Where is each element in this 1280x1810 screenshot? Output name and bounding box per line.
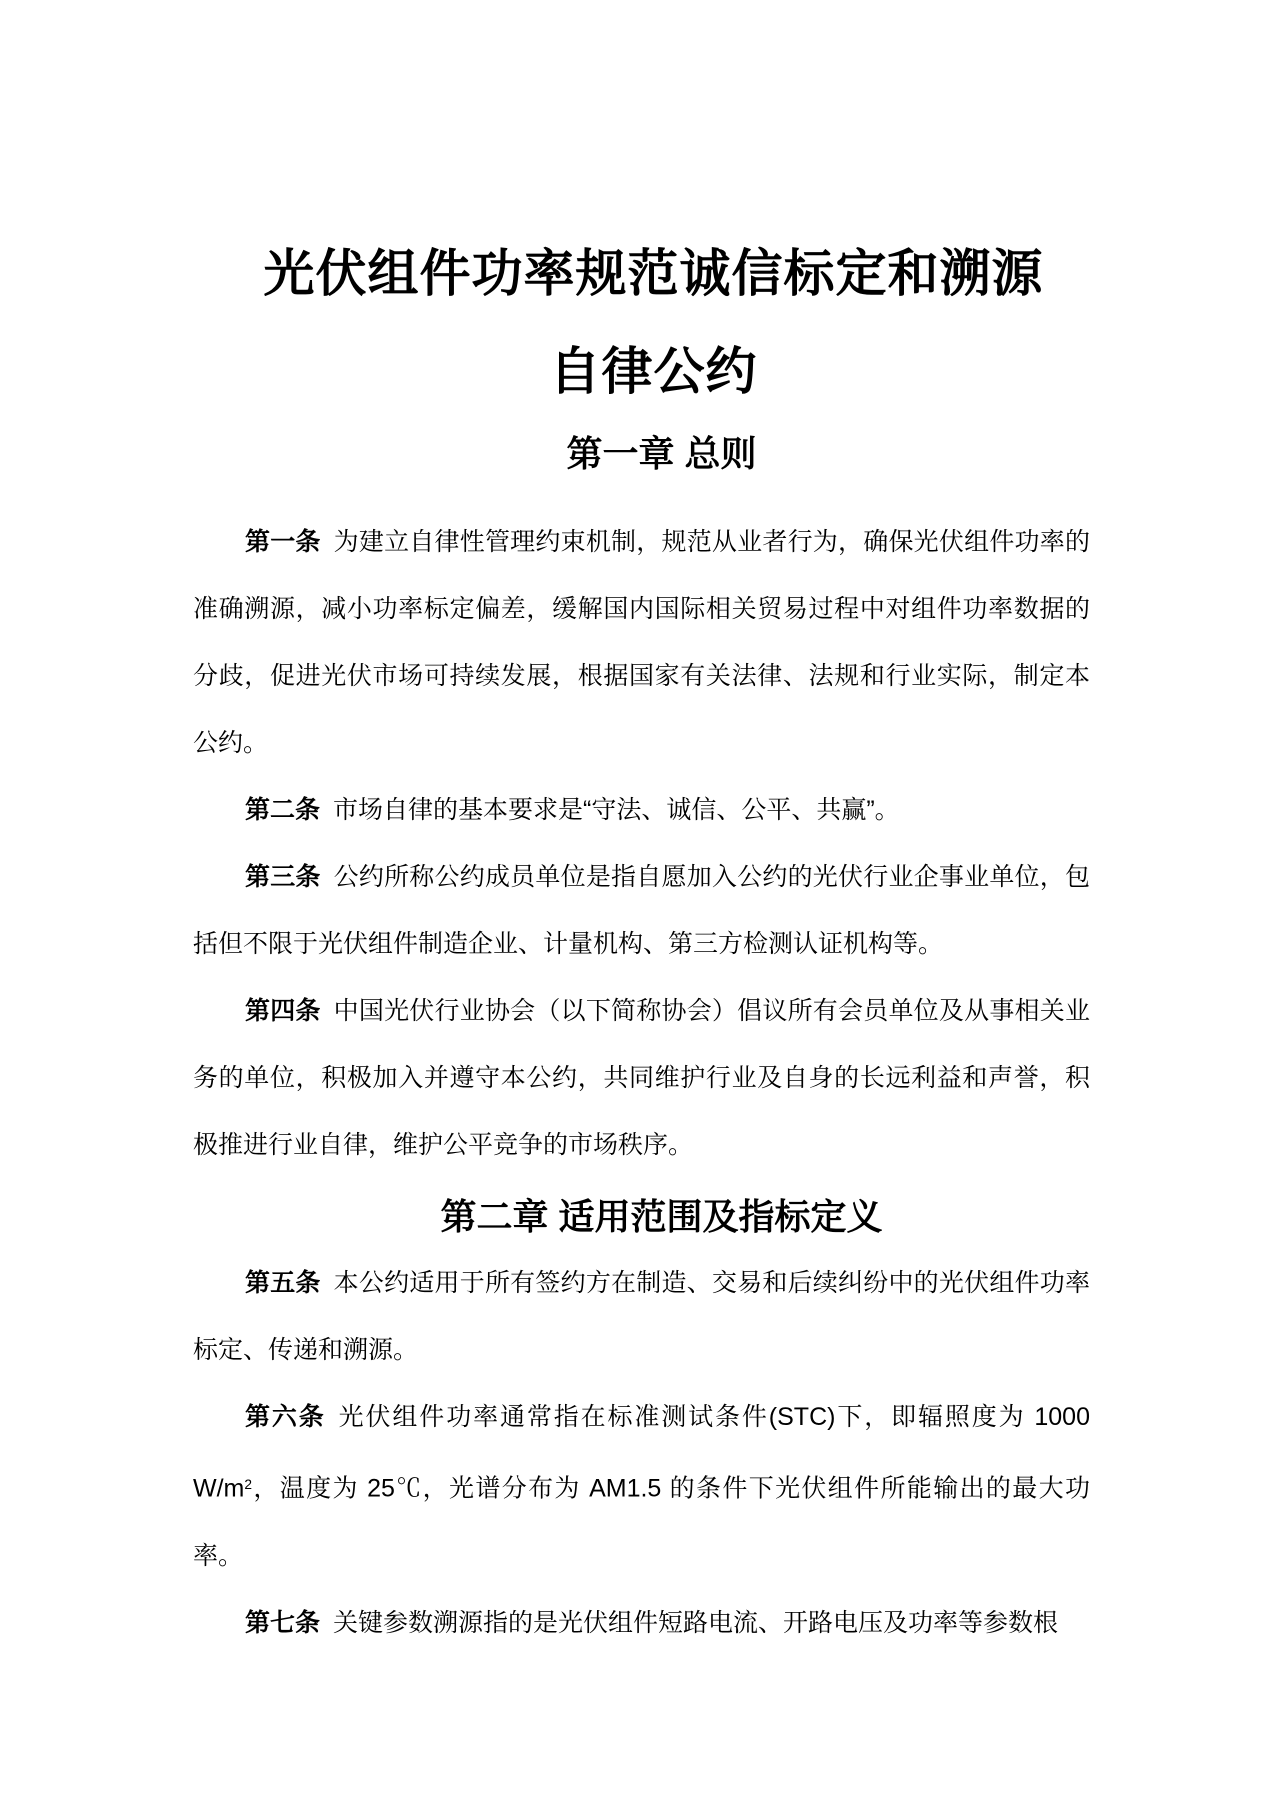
chapter-2-heading: 第二章 适用范围及指标定义: [440, 1196, 883, 1237]
article-6-paragraph: [193, 1384, 1090, 1590]
article-5-paragraph: [193, 1250, 1090, 1384]
article-6-superscript: 2: [244, 1477, 253, 1492]
article-4-paragraph: [193, 978, 1090, 1179]
article-7-number: 第七条: [245, 1608, 321, 1637]
article-6-number: 第六条: [245, 1403, 326, 1431]
article-1-paragraph: [193, 509, 1090, 777]
article-2-number: 第二条: [245, 796, 321, 824]
article-6-text-after-superscript: ，温度为 25℃，光谱分布为 AM1.5 的条件下光伏组件所能输出的最大功率。: [193, 1474, 1090, 1570]
article-7-text: 关键参数溯源指的是光伏组件短路电流、开路电压及功率等参数根: [333, 1608, 1059, 1637]
article-5-number: 第五条: [245, 1269, 321, 1297]
article-3-paragraph: [193, 844, 1090, 978]
article-1-text: 为建立自律性管理约束机制，规范从业者行为，确保光伏组件功率的准确溯源，减小功率标定偏差，缓解国内国际相关贸易过程中对组件功率数据的分歧，促进光伏市场可持续发展，根据国家有关法律、法规和行业实际，制定本公约。: [193, 528, 1090, 757]
article-5-text: 本公约适用于所有签约方在制造、交易和后续纠纷中的光伏组件功率标定、传递和溯源。: [193, 1269, 1090, 1364]
chapter-1-heading: 第一章 总则: [566, 433, 757, 474]
article-7-paragraph: [193, 1590, 1090, 1657]
document-title-line2: 自律公约: [549, 343, 758, 400]
article-2-paragraph: [193, 777, 1090, 844]
article-3-text: 公约所称公约成员单位是指自愿加入公约的光伏行业企事业单位，包括但不限于光伏组件制造企业、计量机构、第三方检测认证机构等。: [193, 863, 1090, 958]
article-4-number: 第四条: [245, 997, 321, 1025]
article-1-number: 第一条: [245, 528, 321, 556]
article-6-text-before-superscript: 光伏组件功率通常指在标准测试条件(STC)下，即辐照度为 1000 W/m: [193, 1403, 1090, 1503]
article-2-text: 市场自律的基本要求是“守法、诚信、公平、共赢”。: [333, 796, 900, 824]
article-3-number: 第三条: [245, 863, 321, 891]
document-title-line1: 光伏组件功率规范诚信标定和溯源: [263, 245, 1044, 302]
article-4-text: 中国光伏行业协会（以下简称协会）倡议所有会员单位及从事相关业务的单位，积极加入并遵守本公约，共同维护行业及自身的长远利益和声誉，积极推进行业自律，维护公平竞争的市场秩序。: [193, 997, 1090, 1159]
